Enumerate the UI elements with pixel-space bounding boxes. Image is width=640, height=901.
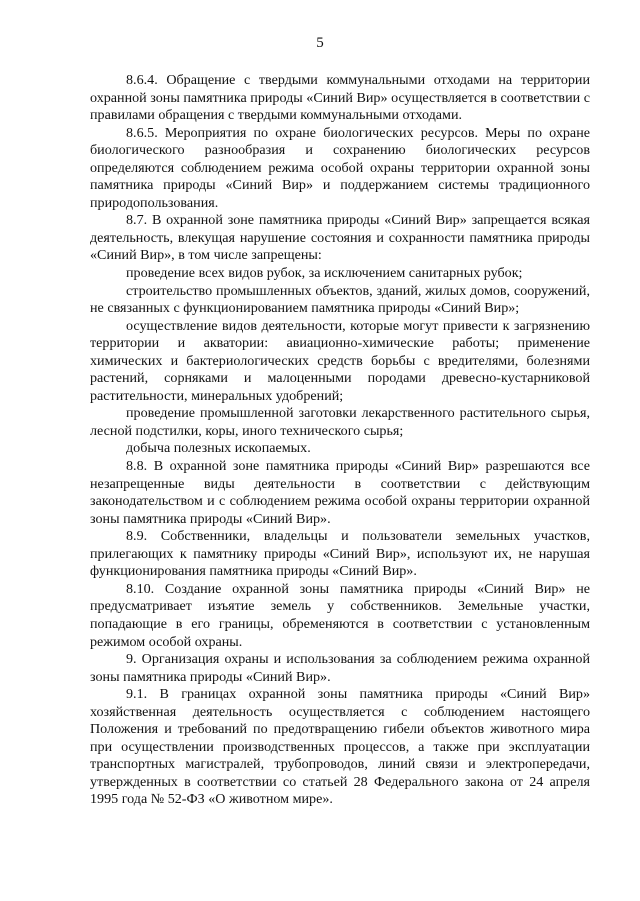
paragraph-8-6-4: 8.6.4. Обращение с твердыми коммунальными отходами на территории охранной зоны памятника природы «Синий Вир» осуществляется в соответствии с правилами обращения с твердыми коммунальными отходами. [90,72,590,124]
paragraph-8-6-5: 8.6.5. Мероприятия по охране биологических ресурсов. Меры по охране биологического разнообразия и сохранению биологических ресурсов определяются соблюдением режима особой охраны территории охранной зоны памятника природы «Синий Вир» и поддержанием системы традиционного природопользования. [90,124,590,211]
prohibition-item-construction: строительство промышленных объектов, зданий, жилых домов, сооружений, не связанных с функционированием памятника природы «Синий Вир»; [90,282,590,317]
paragraph-9: 9. Организация охраны и использования за соблюдением режима охранной зоны памятника природы «Синий Вир». [90,651,590,685]
prohibition-item-mining: добыча полезных ископаемых. [126,440,311,457]
prohibition-item-logging: проведение всех видов рубок, за исключением санитарных рубок; [126,265,523,282]
paragraph-9-1: 9.1. В границах охранной зоны памятника природы «Синий Вир» хозяйственная деятельность осуществляется с соблюдением настоящего Положения и требований по предотвращению гибели объектов животного мира при осуществлении производственных процессов, а также при эксплуатации транспортных магистралей, трубопроводов, линий связи и электропередачи, утвержденных в соответствии со статьей 28 Федерального закона от 24 апреля 1995 года № 52-ФЗ «О животном мире». [90,686,590,808]
paragraph-8-9: 8.9. Собственники, владельцы и пользователи земельных участков, прилегающих к памятнику природы «Синий Вир», используют их, не нарушая функционирования памятника природы «Синий Вир». [90,528,590,580]
prohibition-item-pollution: осуществление видов деятельности, которые могут привести к загрязнению территории и акватории: авиационно-химические работы; применение химических и бактериологических средств борьбы с вредителями, болезнями растений, сорняками и малоценными породами древесно-кустарниковой растительности, минеральных удобрений; [90,317,590,404]
page-number: 5 [316,35,324,51]
paragraph-8-7: 8.7. В охранной зоне памятника природы «Синий Вир» запрещается всякая деятельность, влекущая нарушение состояния и сохранности памятника природы «Синий Вир», в том числе запрещены: [90,212,590,264]
prohibition-item-harvesting: проведение промышленной заготовки лекарственного растительного сырья, лесной подстилки, коры, иного технического сырья; [90,405,590,439]
paragraph-8-10: 8.10. Создание охранной зоны памятника природы «Синий Вир» не предусматривает изъятие земель у собственников. Земельные участки, попадающие в его границы, обременяются в соответствии с установленным режимом особой охраны. [90,580,590,650]
document-body [90,72,590,809]
paragraph-8-8: 8.8. В охранной зоне памятника природы «Синий Вир» разрешаются все незапрещенные виды деятельности в соответствии с действующим законодательством и с соблюдением режима особой охраны территории охранной зоны памятника природы «Синий Вир». [90,458,590,527]
